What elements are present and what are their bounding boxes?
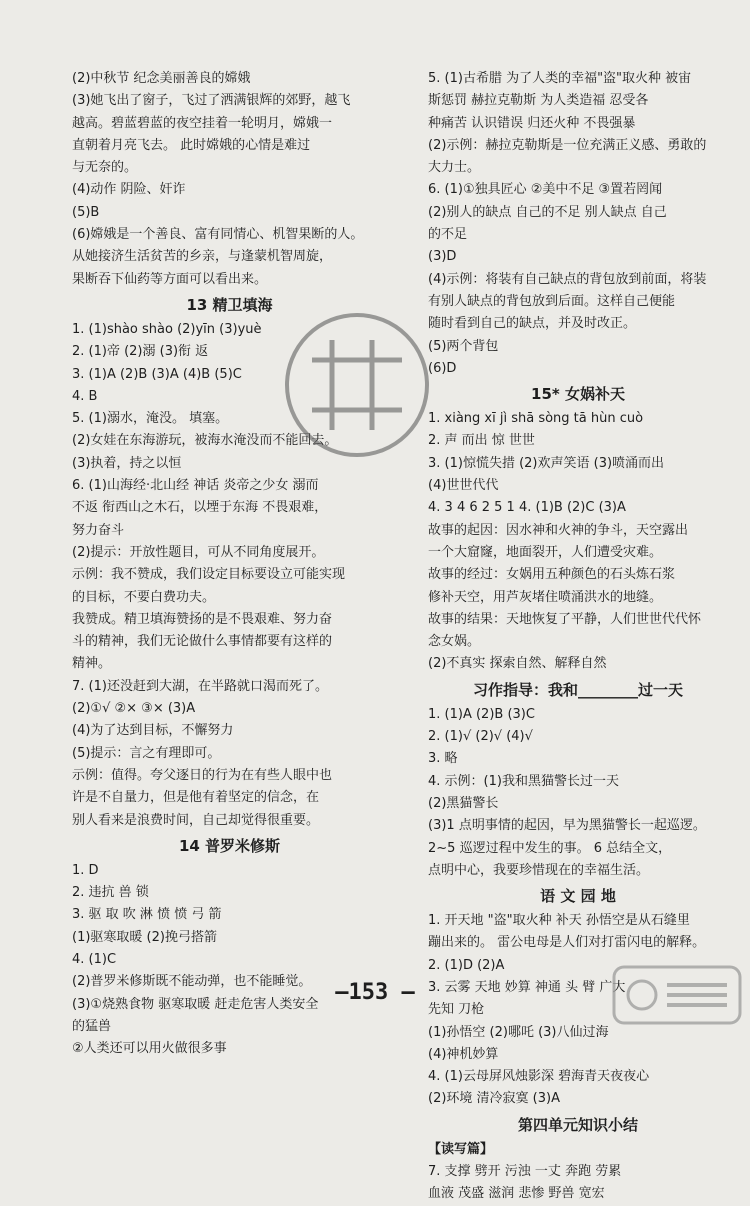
answer-line: (2)中秋节 纪念美丽善良的嫦娥 [72, 71, 251, 86]
answer-line: 4. 示例：(1)我和黑猫警长过一天 [428, 773, 619, 789]
answer-line: (3)1 点明事情的起因，早为黑猫警长一起巡逻。 [428, 818, 706, 834]
answer-line: 种痛苦 认识错误 归还火种 不畏强暴 [428, 115, 636, 131]
answer-line: 5. (1)溺水，淹没。 填塞。 [72, 411, 229, 427]
answer-line: 斯惩罚 赫拉克勒斯 为人类造福 忍受各 [428, 93, 649, 109]
answer-line: 3. 云雾 天地 妙算 神通 头 臂 广大 [428, 979, 626, 995]
answer-line: (4)神机妙算 [428, 1046, 499, 1062]
section-title: 13 精卫填海 [186, 295, 273, 314]
answer-line: 1. (1)A (2)B (3)C [428, 706, 535, 722]
answer-line: (4)世世代代 [428, 478, 499, 494]
answer-line: 一个大窟窿，地面裂开，人们遭受灾难。 [428, 544, 663, 560]
answer-line: 1. 开天地 "盗"取火种 补天 孙悟空是从石缝里 [428, 913, 690, 929]
answer-line: (2)女娃在东海游玩，被海水淹没而不能回去。 [72, 433, 338, 449]
answer-line: (2)别人的缺点 自己的不足 别人缺点 自己 [428, 204, 667, 220]
answer-line: (3)她飞出了窗子，飞过了洒满银辉的郊野，越飞 [72, 93, 351, 109]
answer-line: (5)两个背包 [428, 338, 499, 354]
answer-line: 点明中心，我要珍惜现在的幸福生活。 [428, 862, 650, 878]
answer-line: (3)执着，持之以恒 [72, 455, 182, 471]
answer-line: 2. 违抗 兽 锁 [72, 885, 149, 901]
answer-line: 随时看到自己的缺点，并及时改正。 [428, 316, 637, 332]
answer-line: 3. (1)A (2)B (3)A (4)B (5)C [72, 366, 242, 382]
section-title: 14 普罗米修斯 [178, 836, 281, 855]
answer-line: 的猛兽 [72, 1018, 112, 1034]
answer-line: 故事的经过：女娲用五种颜色的石头炼石浆 [428, 567, 676, 583]
answer-line: 故事的结果：天地恢复了平静，人们世世代代怀 [428, 611, 702, 627]
answer-line: (2)黑猫警长 [428, 795, 499, 811]
section-tag: 【读写篇】 [428, 1141, 494, 1157]
answer-line: ②人类还可以用火做很多事 [72, 1041, 227, 1057]
section-title: 15* 女娲补天 [531, 385, 625, 404]
answer-line: 3. 略 [428, 751, 458, 767]
answer-line: 2. (1)D (2)A [428, 957, 505, 973]
answer-line: 1. (1)shào shào (2)yīn (3)yuè [72, 321, 262, 337]
answer-line: 7. (1)还没赶到大湖，在半路就口渴而死了。 [72, 678, 328, 694]
answer-line: 7. 支撑 劈开 污浊 一丈 奔跑 劳累 [428, 1164, 622, 1180]
answer-line: 2~5 巡逻过程中发生的事。 6 总结全文， [428, 840, 672, 856]
answer-line: 2. (1)帝 (2)溺 (3)衔 返 [72, 344, 209, 360]
answer-line: (4)示例：将装有自己缺点的背包放到前面，将装 [428, 271, 707, 287]
answer-line: 我赞成。精卫填海赞扬的是不畏艰难、努力奋 [72, 611, 333, 627]
answer-line: (5)B [72, 204, 100, 220]
answer-line: 3. 驱 取 吹 淋 愤 愤 弓 箭 [72, 907, 222, 923]
answer-line: 4. (1)云母屏风烛影深 碧海青天夜夜心 [428, 1069, 650, 1085]
answer-line: 的不足 [428, 227, 468, 243]
answer-line: 直朝着月亮飞去。 此时嫦娥的心情是难过 [72, 137, 311, 153]
answer-line: 越高。碧蓝碧蓝的夜空挂着一轮明月，嫦娥一 [72, 115, 333, 131]
answer-line: (2)示例：赫拉克勒斯是一位充满正义感、勇敢的 [428, 137, 707, 153]
answer-line: 2. (1)√ (2)√ (4)√ [428, 729, 533, 745]
answer-line: (3)①烧熟食物 驱寒取暖 赶走危害人类安全 [72, 996, 319, 1012]
answer-line: 1. D [72, 862, 99, 878]
answer-line: 修补天空，用芦灰堵住喷涌洪水的地缝。 [428, 589, 663, 605]
section-title: 语 文 园 地 [540, 887, 616, 906]
answer-line: (2)普罗米修斯既不能动弹，也不能睡觉。 [72, 974, 312, 990]
answer-line: 先知 刀枪 [428, 1002, 485, 1018]
answer-line: 6. (1)①独具匠心 ②美中不足 ③置若罔闻 [428, 182, 663, 198]
answer-line: 与无奈的。 [72, 160, 138, 176]
answer-line: 不返 衔西山之木石，以堙于东海 不畏艰难， [72, 500, 328, 516]
answer-line: 血液 茂盛 滋润 悲惨 野兽 宽宏 [428, 1186, 605, 1202]
answer-line: 有别人缺点的背包放到后面。这样自己便能 [428, 293, 676, 309]
left-column [72, 68, 387, 1060]
answer-line: 4. B [72, 388, 98, 404]
answer-line: (1)孙悟空 (2)哪吒 (3)八仙过海 [428, 1024, 609, 1040]
answer-line: (2)提示：开放性题目，可从不同角度展开。 [72, 544, 325, 560]
answer-line: 从她接济生活贫苦的乡亲，与逢蒙机智周旋， [72, 249, 333, 265]
answer-line: 别人看来是浪费时间，自己却觉得很重要。 [72, 812, 320, 828]
answer-line: (4)动作 阴险、奸诈 [72, 182, 186, 198]
answer-line: 4. (1)C [72, 951, 117, 967]
answer-line: 精神。 [72, 656, 112, 672]
answer-line: 故事的起因：因水神和火神的争斗，天空露出 [428, 522, 689, 538]
answer-line: (5)提示：言之有理即可。 [72, 745, 221, 761]
answer-line: 4. 3 4 6 2 5 1 4. (1)B (2)C (3)A [428, 500, 626, 516]
answer-line: 许是不自量力，但是他有着坚定的信念，在 [72, 790, 320, 806]
answer-line: (2)①√ ②× ③× (3)A [72, 701, 196, 717]
answer-line: 5. (1)古希腊 为了人类的幸福"盗"取火种 被宙 [428, 71, 692, 86]
page-number: —153 — [335, 980, 415, 1005]
answer-line: (2)不真实 探索自然、解释自然 [428, 656, 607, 672]
answer-line: 努力奋斗 [72, 522, 125, 538]
answer-line: (4)为了达到目标，不懈努力 [72, 723, 234, 739]
answer-line: 大力士。 [428, 160, 481, 176]
answer-line: 念女娲。 [428, 634, 481, 650]
answer-line: 的目标，不要白费功夫。 [72, 589, 216, 605]
answer-line: (1)驱寒取暖 (2)挽弓搭箭 [72, 929, 217, 945]
answer-line: 示例：值得。夸父逐日的行为在有些人眼中也 [72, 767, 333, 783]
answer-line: 蹦出来的。 雷公电母是人们对打雷闪电的解释。 [428, 935, 706, 951]
answer-line: 斗的精神，我们无论做什么事情都要有这样的 [72, 634, 333, 650]
answer-line: (6)D [428, 360, 457, 376]
section-title: 第四单元知识小结 [517, 1115, 638, 1134]
answer-line: 果断吞下仙药等方面可以看出来。 [72, 271, 268, 287]
section-title: 习作指导：我和________过一天 [472, 680, 683, 699]
answer-line: 6. (1)山海经·北山经 神话 炎帝之少女 溺而 [72, 478, 319, 494]
answer-line: 1. xiàng xī jì shā sòng tā hùn cuò [428, 411, 644, 427]
answer-line: (6)嫦娥是一个善良、富有同情心、机智果断的人。 [72, 227, 364, 243]
answer-line: 3. (1)惊慌失措 (2)欢声笑语 (3)喷涌而出 [428, 455, 665, 471]
answer-line: 示例：我不赞成，我们设定目标要设立可能实现 [72, 567, 346, 583]
answer-line: 2. 声 而出 惊 世世 [428, 433, 535, 449]
right-column [428, 68, 728, 1206]
answer-line: (2)环境 清冷寂寞 (3)A [428, 1091, 560, 1107]
answer-line: (3)D [428, 249, 457, 265]
